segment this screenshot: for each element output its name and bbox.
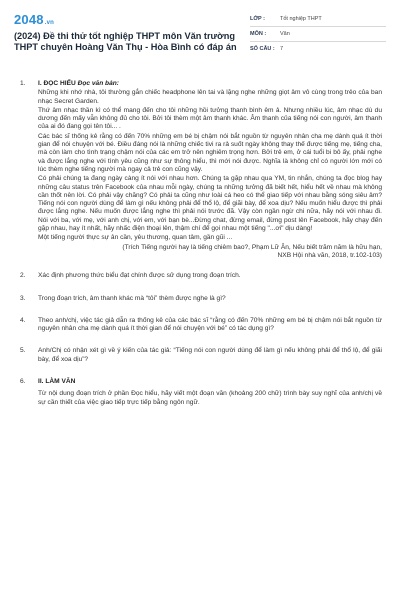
question-number: 4. — [20, 316, 26, 324]
section-title-text: I. ĐỌC HIỂU — [38, 80, 76, 87]
question-text: Anh/Chị có nhận xét gì về ý kiến của tác giả: “Tiếng nói con người dùng để làm gì nếu không phải để thổ lộ, để giãi bày, để xoa dịu”? — [38, 347, 382, 363]
meta-value-count: 7 — [280, 46, 284, 52]
section-subtitle: Đọc văn bản: — [77, 80, 119, 87]
brand-logo[interactable] — [14, 12, 54, 27]
section-title — [38, 80, 382, 88]
meta-row-count — [250, 42, 386, 56]
passage-source-publisher: NXB Hội nhà văn, 2018, tr.102-103) — [277, 251, 382, 259]
question-text: Trong đoạn trích, âm thanh khác mà “tôi” thèm được nghe là gì? — [38, 294, 226, 302]
meta-row-class — [250, 12, 386, 27]
question-number: 1. — [20, 80, 26, 87]
question-number: 6. — [20, 378, 26, 386]
question-number: 3. — [20, 294, 26, 302]
question-text: Từ nội dung đoạn trích ở phần Đọc hiểu, hãy viết một đoạn văn (khoảng 200 chữ) trình bày suy nghĩ của anh/chị về sự cần thiết của việc giao tiếp trực tiếp bằng ngôn ngữ. — [38, 390, 382, 406]
question-6 — [20, 378, 382, 407]
question-text: Theo anh/chị, việc tác giả dẫn ra thống kê của các bác sĩ “rằng có đến 70% những em bé bị chậm nói bắt nguồn từ nguyên nhân cha mẹ dành quá ít thời gian để nói chuyện với bé” có tác dụng gì? — [38, 316, 382, 333]
question-2 — [20, 272, 382, 280]
brand-name: 2048 — [14, 12, 44, 27]
question-5 — [20, 347, 382, 364]
meta-label-count: SỐ CÂU : — [250, 46, 275, 52]
section-title: II. LÀM VĂN — [38, 378, 76, 386]
document-title: (2024) Đề thi thử tốt nghiệp THPT môn Văn trường THPT chuyên Hoàng Văn Thụ - Hòa Bình có đáp án — [14, 31, 237, 52]
question-number: 2. — [20, 272, 26, 280]
question-3 — [20, 295, 382, 303]
passage-paragraph: Những khi nhớ nhà, tôi thường gắn chiếc headphone lên tai và lặng nghe những giọt âm vô cùng trong trẻo của ban nhạc Secret Garden. — [38, 89, 382, 105]
header — [14, 12, 386, 64]
meta-value-class: Tốt nghiệp THPT — [280, 16, 322, 22]
brand-suffix: .vn — [44, 20, 55, 26]
meta-label-class: LỚP : — [250, 16, 265, 22]
question-1 — [20, 80, 382, 260]
passage-source: (Trích Tiếng người hay là tiếng chiêm bao?, Phạm Lữ Ân, Nếu biết trăm năm là hữu hạn, — [122, 243, 382, 251]
passage-paragraph: Các bác sĩ thống kê rằng có đến 70% những em bé bị chậm nói bắt nguồn từ nguyên nhân cha mẹ dành quá ít thời gian để nói chuyện với bé. Điều đáng nói là những chiếc tivi ra rả suốt ngày không thay thế được tiếng mẹ, tiếng cha, mà còn làm cho tình trạng chậm nói của các em trở nên nghiêm trọng hơn. Bởi trẻ em, ở cái tuổi bi bô ấy, phải nghe và được lắng nghe với tình yêu cũng như sự thông hiểu, thì mới nói được. Nghĩa là không chỉ có người lớn mới có lúc thèm nghe tiếng người mà ngay cả trẻ con cũng vậy. — [38, 132, 382, 173]
meta-row-subject — [250, 27, 386, 42]
question-text: Xác định phương thức biểu đạt chính được sử dụng trong đoạn trích. — [38, 272, 241, 280]
passage-paragraph: Có phải chúng ta đang ngày càng ít nói với nhau hơn. Chúng ta gặp nhau qua YM, tin nhắn, chúng ta đọc blog hay những câu status trên Facebook của nhau mỗi ngày, chúng ta những tưởng đã biết hết, hiểu hết về nhau mà không cần thốt nên lời. Có phải vậy chăng? Có phải ta cũng như loài cá heo có thể giao tiếp với nhau bằng sóng siêu âm? Tiếng nói con người dùng để làm gì nếu không phải để thổ lộ, để giãi bày, để xoa dịu? Nếu muốn hiểu được thì phải được lắng nghe. Nếu muốn được lắng nghe thì phải nói trước đã. Vậy còn ngần ngừ chi nữa, hãy nói với nhau đi. Nói với ba, với mẹ, với anh chị, với em, với bạn bè...Đừng chat, đừng email, đừng post lên Facebook, hãy chạy đến gặp nhau, hay ít nhất, hãy nhấc điện thoại lên, thậm chí để gọi nhau một tiếng "...ơi" dịu dàng! — [38, 175, 382, 233]
meta-label-subject: MÔN : — [250, 31, 267, 37]
passage-paragraph: Thứ âm nhạc thần kì có thể mang đến cho tôi những hồi tưởng thanh bình êm ả. Nhưng nhiều lúc, âm nhạc dù du dương đến mấy vẫn không đủ cho tôi. Bởi tôi thèm một âm thanh khác. Âm thanh của tiếng nói con người, âm thanh của ai đó đang gọi tên tôi... . — [38, 106, 382, 131]
question-number: 5. — [20, 347, 26, 355]
question-4 — [20, 317, 382, 334]
passage-paragraph: Một tiếng người thực sự ân cần, yêu thương, quan tâm, gần gũi ... — [38, 234, 233, 242]
meta-table — [250, 12, 386, 56]
meta-value-subject: Văn — [280, 31, 290, 37]
document-body — [20, 80, 382, 407]
